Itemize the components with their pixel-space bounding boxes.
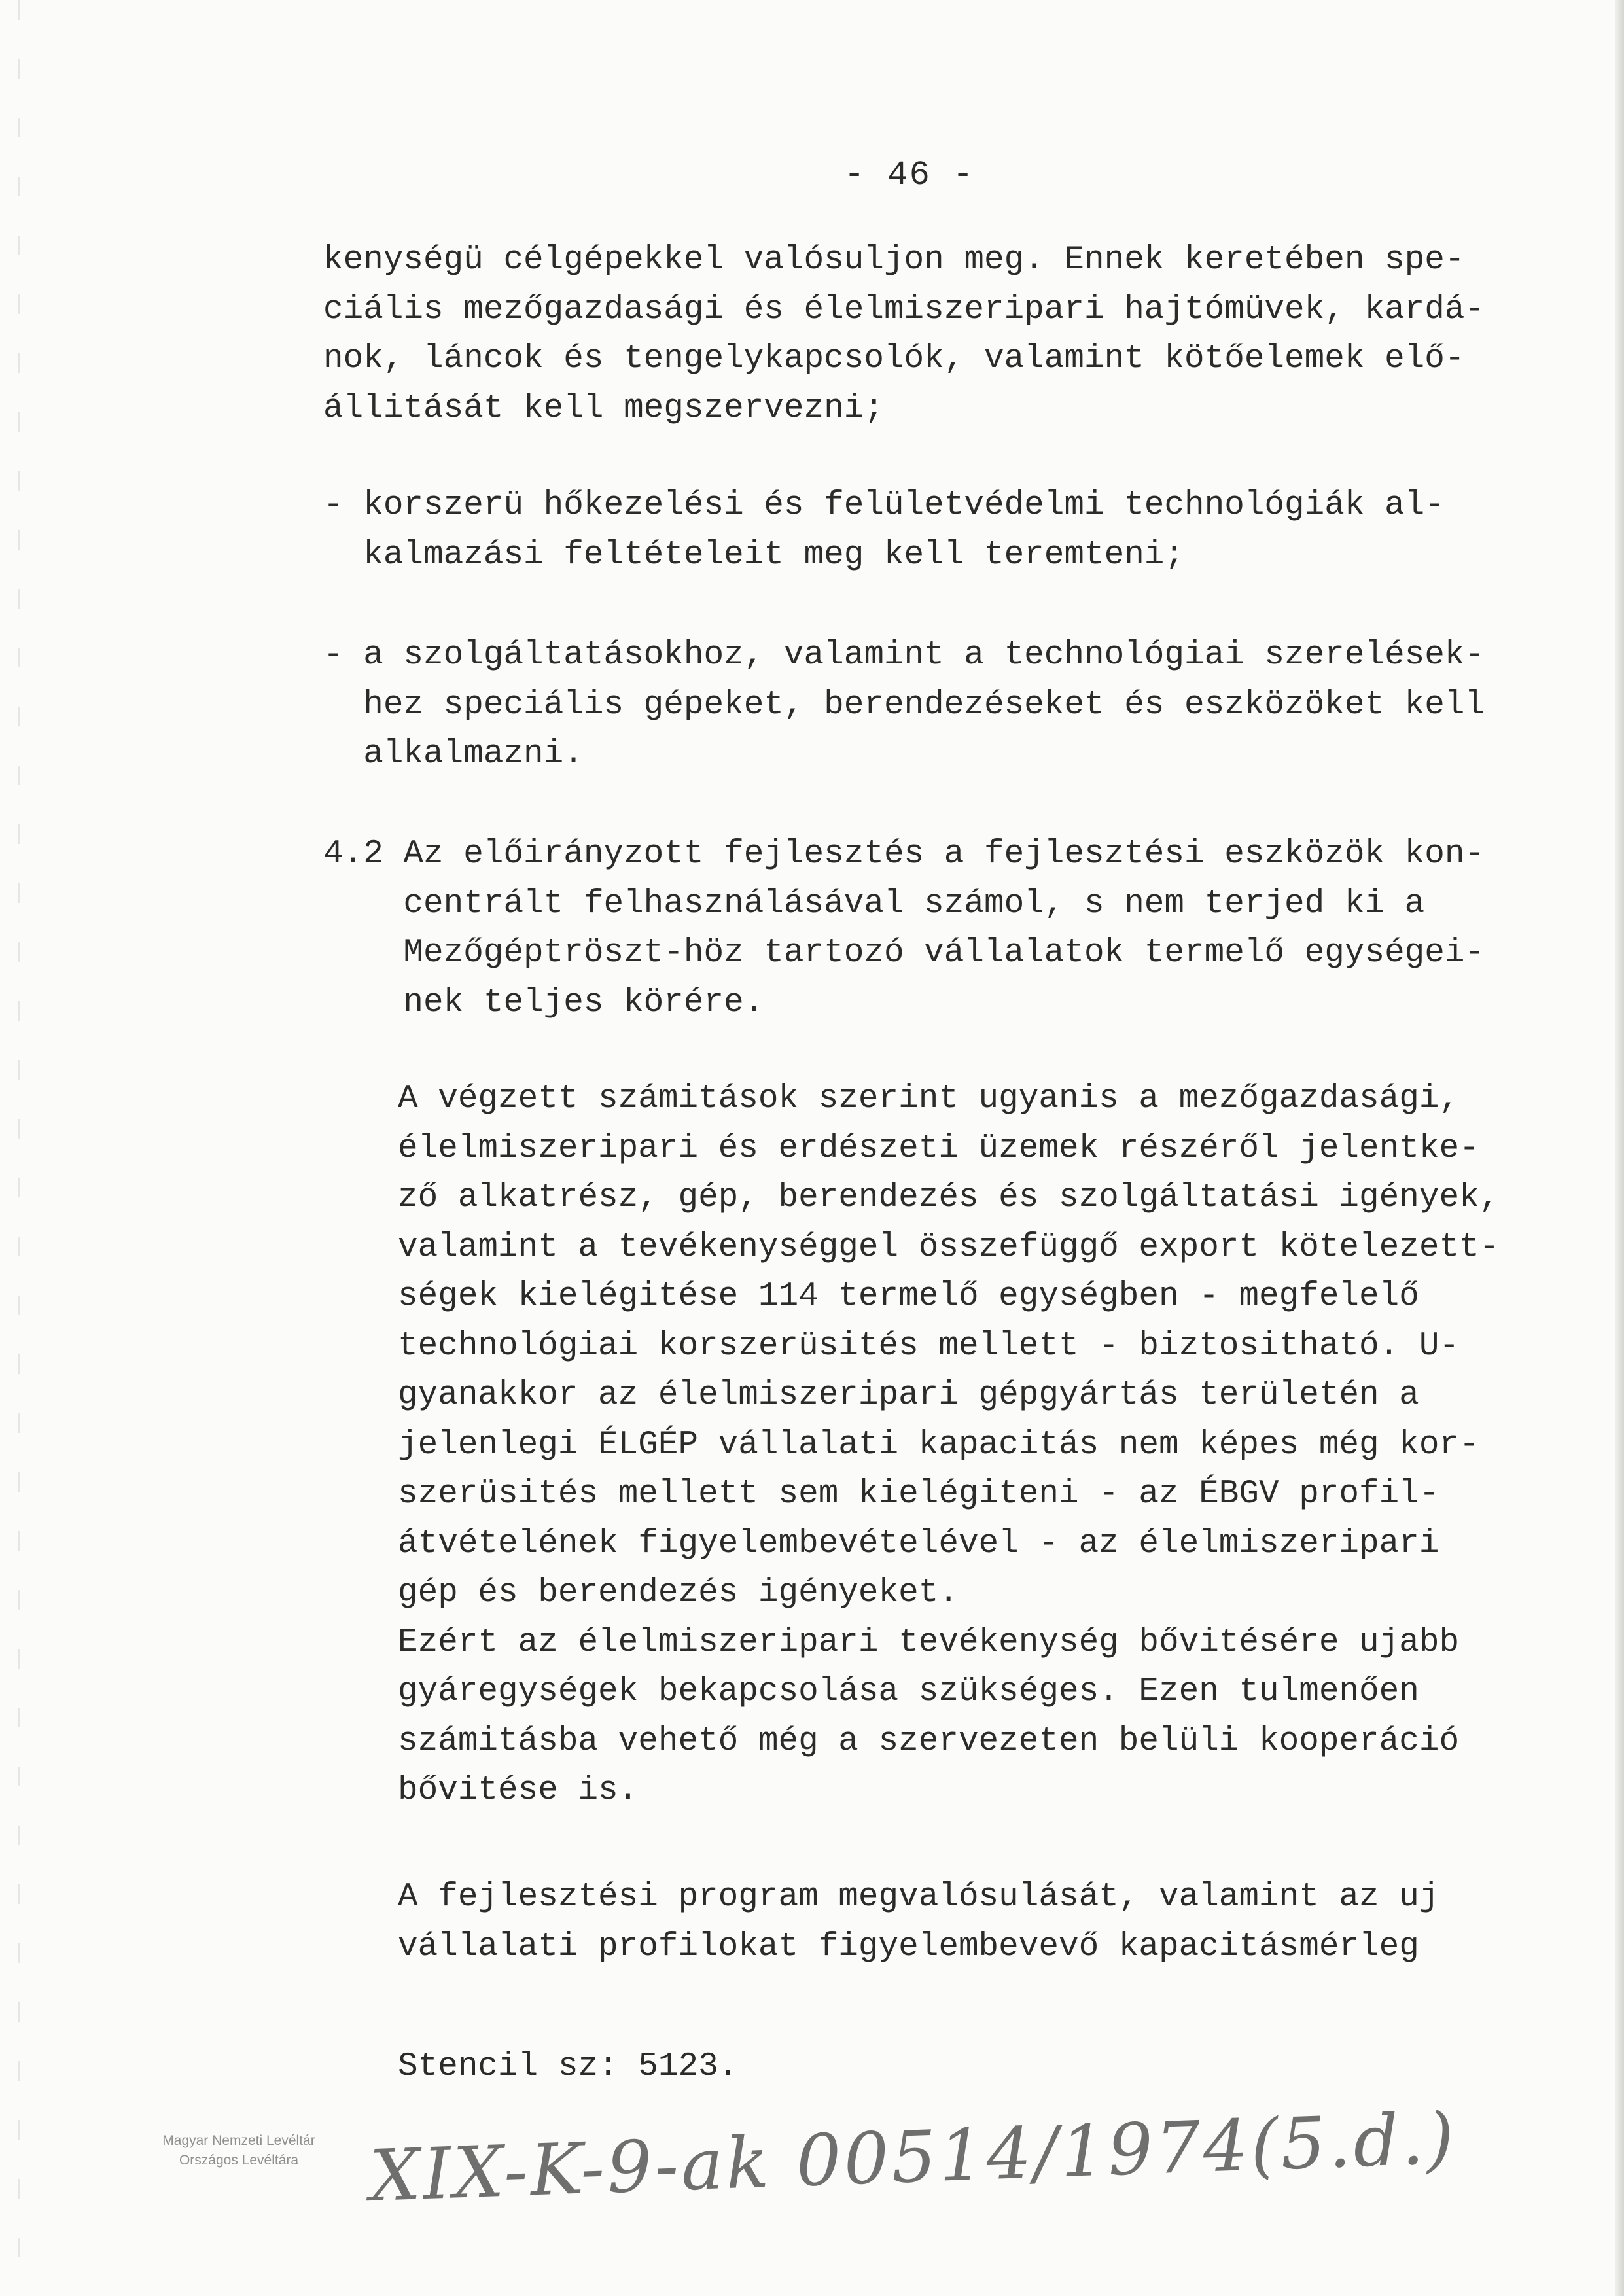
paragraph-development-program: A fejlesztési program megvalósulását, valamint az uj vállalati profilokat figyelembevevő kapacitásmérleg — [398, 1879, 1439, 1966]
left-margin-line — [18, 0, 20, 2296]
page-number: - 46 - — [844, 156, 975, 194]
handwritten-archive-reference: XIX-K-9-ak 00514/1974(5.d.) — [368, 2098, 1458, 2217]
archive-stamp — [134, 2131, 344, 2170]
stencil-number: Stencil sz: 5123. — [398, 2048, 739, 2085]
archive-stamp-line-2: Országos Levéltára — [179, 2153, 299, 2168]
bullet-item-services: - a szolgáltatásokhoz, valamint a technológiai szerelések- hez speciális gépeket, berendezéseket és eszközöket kell alkalmazni. — [323, 637, 1485, 773]
section-4-2: 4.2 Az előirányzott fejlesztés a fejlesztési eszközök kon- centrált felhasználásával számol, s nem terjed ki a Mezőgéptröszt-höz tartozó vállalatok termelő egységei- nek teljes körére. — [323, 836, 1485, 1021]
paragraph-calculations: A végzett számitások szerint ugyanis a mezőgazdasági, élelmiszeripari és erdészeti üzemek részéről jelentke- ző alkatrész, gép, berendezés és szolgáltatási igények, valamint a tevékenységgel összefüggő export kötelezett- ségek kielégitése 114 termelő egységben - megfelelő technológiai korszerüsités mellett - biztositható. U- gyanakkor az élelmiszeripari gépgyártás területén a jelenlegi ÉLGÉP vállalati kapacitás nem képes még kor- szerüsités mellett sem kielégiteni - az ÉBGV profil- átvételének figyelembevételével - az élelmiszeripari gép és berendezés igényeket. Ezért az élelmiszeripari tevékenység bővitésére ujabb gyáregységek bekapcsolása szükséges. Ezen tulmenően számitásba vehető még a szervezeten belüli kooperáció bővitése is. — [398, 1080, 1500, 1809]
archive-stamp-line-1: Magyar Nemzeti Levéltár — [162, 2133, 315, 2148]
paragraph-continuation: kenységü célgépekkel valósuljon meg. Ennek keretében spe- ciális mezőgazdasági és élelmiszeripari hajtómüvek, kardá- nok, láncok és tengelykapcsolók, valamint kötőelemek elő- állitását kell megszervezni; — [323, 241, 1485, 427]
bullet-item-heat-treatment: - korszerü hőkezelési és felületvédelmi technológiák al- kalmazási feltételeit meg kell teremteni; — [323, 487, 1445, 574]
page-edge — [1615, 0, 1624, 2296]
